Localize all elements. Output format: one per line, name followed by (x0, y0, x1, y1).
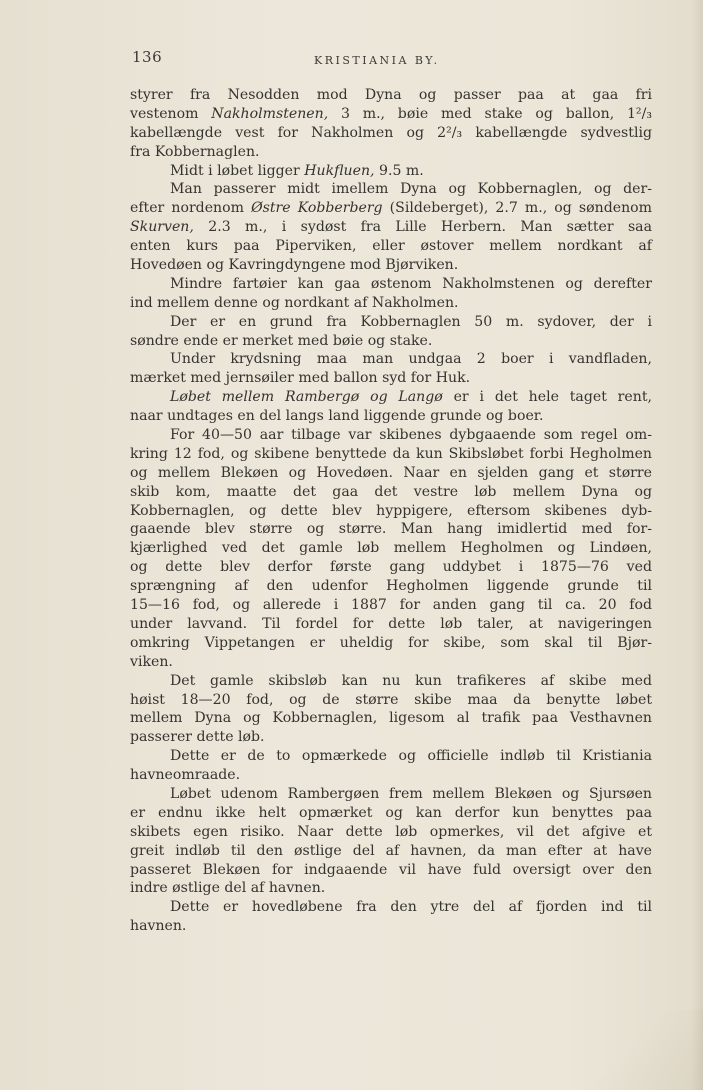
text-segment: er endnu ikke helt opmærket og kan derfor kun benyttes paa (130, 804, 652, 821)
text-segment: indre østlige del af havnen. (130, 880, 326, 897)
italic-text: Skurven, (130, 219, 194, 236)
text-line (130, 861, 652, 880)
text-segment: 9.5 m. (374, 162, 424, 179)
text-segment: 2.3 m., i sydøst fra Lille Herbern. Man sætter saa (193, 219, 652, 236)
text-segment: og mellem Blekøen og Hovedøen. Naar en sjelden gang et større (130, 464, 652, 481)
text-segment: under lavvand. Til fordel for dette løb taler, at navigeringen (130, 615, 652, 632)
text-segment: havneomraade. (130, 767, 241, 784)
text-line (130, 615, 652, 634)
text-segment: og dette blev derfor første gang uddybet i 1875—76 ved (130, 559, 652, 576)
paragraph (130, 86, 652, 162)
text-line (130, 558, 652, 577)
paragraph (130, 747, 652, 785)
text-line (130, 199, 652, 218)
text-line (130, 747, 652, 766)
italic-text: Nakholmstenen, (211, 105, 329, 122)
text-segment: skib kom, maatte det gaa det vestre løb mellem Dyna og (130, 483, 652, 500)
text-segment: (Sildeberget), 2.7 m., og søndenom (382, 200, 652, 217)
text-line (130, 369, 652, 388)
text-segment: kring 12 fod, og skibene benyttede da kun Skibsløbet forbi Hegholmen (130, 445, 652, 462)
text-line (130, 917, 652, 936)
text-segment: greit indløb til den østlige del af havnen, da man efter at have (130, 842, 652, 859)
text-line (130, 237, 652, 256)
page-edge-shadow (691, 0, 703, 1090)
text-line (130, 539, 652, 558)
text-line (130, 426, 652, 445)
text-line (130, 256, 652, 275)
text-segment: 15—16 fod, og allerede i 1887 for anden gang til ca. 20 fod (130, 597, 652, 614)
text-line (130, 143, 652, 162)
text-line (130, 709, 652, 728)
paragraph (130, 785, 652, 898)
body-text (130, 86, 652, 936)
text-line (130, 86, 652, 105)
text-segment: søndre ende er merket med bøie og stake. (130, 332, 433, 349)
text-segment: passerer dette løb. (130, 729, 265, 746)
text-line (130, 445, 652, 464)
text-segment: sprængning af den udenfor Hegholmen liggende grunde til (130, 578, 652, 595)
text-segment: vestenom (130, 105, 212, 122)
paragraph (130, 313, 652, 351)
paragraph (130, 898, 652, 936)
italic-text: Østre Kobberberg (251, 200, 383, 217)
text-line (130, 823, 652, 842)
text-segment: passeret Blekøen for indgaaende vil have fuld oversigt over den (130, 861, 652, 878)
text-segment: Mindre fartøier kan gaa østenom Nakholmstenen og derefter (170, 275, 652, 292)
text-segment: viken. (130, 653, 173, 670)
paragraph (130, 426, 652, 672)
text-line (130, 162, 652, 181)
paragraph (130, 672, 652, 748)
text-segment: Løbet udenom Rambergøen frem mellem Blekøen og Sjursøen (170, 785, 652, 802)
paragraph (130, 388, 652, 426)
text-segment: enten kurs paa Piperviken, eller østover mellem nordkant af (130, 238, 652, 255)
text-segment: Under krydsning maa man undgaa 2 boer i vandfladen, (170, 351, 652, 368)
text-segment: fra Kobbernaglen. (130, 143, 260, 160)
text-line (130, 785, 652, 804)
text-line (130, 898, 652, 917)
text-line (130, 577, 652, 596)
text-segment: høist 18—20 fod, og de større skibe maa da benytte løbet (130, 691, 652, 708)
page-header (118, 48, 658, 70)
text-line (130, 218, 652, 237)
text-segment: Man passerer midt imellem Dyna og Kobbernaglen, og der- (170, 181, 652, 198)
text-line (130, 653, 652, 672)
text-line (130, 728, 652, 747)
text-segment: omkring Vippetangen er uheldig for skibe, som skal til Bjør- (130, 634, 652, 651)
text-line (130, 294, 652, 313)
text-line (130, 842, 652, 861)
text-line (130, 520, 652, 539)
text-segment: Dette er hovedløbene fra den ytre del af fjorden ind til (170, 899, 652, 916)
text-segment: Dette er de to opmærkede og officielle indløb til Kristiania (170, 748, 652, 765)
text-line (130, 350, 652, 369)
text-segment: Kobbernaglen, og dette blev hyppigere, eftersom skibenes dyb- (130, 502, 652, 519)
text-segment: havnen. (130, 918, 187, 935)
text-segment: Der er en grund fra Kobbernaglen 50 m. sydover, der i (170, 313, 652, 330)
text-line (130, 105, 652, 124)
text-segment: gaaende blev større og større. Man hang imidlertid med for- (130, 521, 652, 538)
page-corner-shadow (483, 1010, 703, 1090)
text-segment: Det gamle skibsløb kan nu kun trafikeres af skibe med (170, 672, 652, 689)
text-line (130, 804, 652, 823)
running-head: KRISTIANIA BY. (314, 54, 440, 67)
text-line (130, 596, 652, 615)
paragraph (130, 275, 652, 313)
text-segment: mærket med jernsøiler med ballon syd for Huk. (130, 370, 471, 387)
text-segment: mellem Dyna og Kobbernaglen, ligesom al trafik paa Vesthavnen (130, 710, 652, 727)
text-segment: Midt i løbet ligger (170, 162, 305, 179)
text-line (130, 313, 652, 332)
text-line (130, 124, 652, 143)
text-segment: efter nordenom (130, 200, 252, 217)
text-segment: For 40—50 aar tilbage var skibenes dybgaaende som regel om- (170, 427, 652, 444)
text-segment: skibets egen risiko. Naar dette løb opmerkes, vil det afgive et (130, 823, 652, 840)
text-segment: styrer fra Nesodden mod Dyna og passer paa at gaa fri (130, 87, 652, 103)
text-line (130, 483, 652, 502)
text-segment: ind mellem denne og nordkant af Nakholmen. (130, 294, 459, 311)
paragraph (130, 180, 652, 274)
text-line (130, 180, 652, 199)
italic-text: Hukfluen, (304, 162, 375, 179)
text-line (130, 407, 652, 426)
text-line (130, 332, 652, 351)
page-number: 136 (132, 48, 163, 66)
text-line (130, 879, 652, 898)
text-line (130, 502, 652, 521)
text-line (130, 634, 652, 653)
text-line (130, 672, 652, 691)
text-line (130, 691, 652, 710)
italic-text: Løbet mellem Rambergø og Langø (170, 389, 443, 406)
text-segment: Hovedøen og Kavringdyngene mod Bjørviken. (130, 257, 459, 274)
text-line (130, 275, 652, 294)
text-segment: kabellængde vest for Nakholmen og 2²/₃ kabellængde sydvestlig (130, 124, 652, 141)
paragraph (130, 162, 652, 181)
text-line (130, 766, 652, 785)
text-segment: er i det hele taget rent, (442, 389, 652, 406)
text-line (130, 388, 652, 407)
text-line (130, 464, 652, 483)
text-segment: kjærlighed ved det gamle løb mellem Hegholmen og Lindøen, (130, 540, 652, 557)
text-segment: naar undtages en del langs land liggende grunde og boer. (130, 408, 544, 425)
text-segment: 3 m., bøie med stake og ballon, 1²/₃ (328, 105, 652, 122)
paragraph (130, 350, 652, 388)
